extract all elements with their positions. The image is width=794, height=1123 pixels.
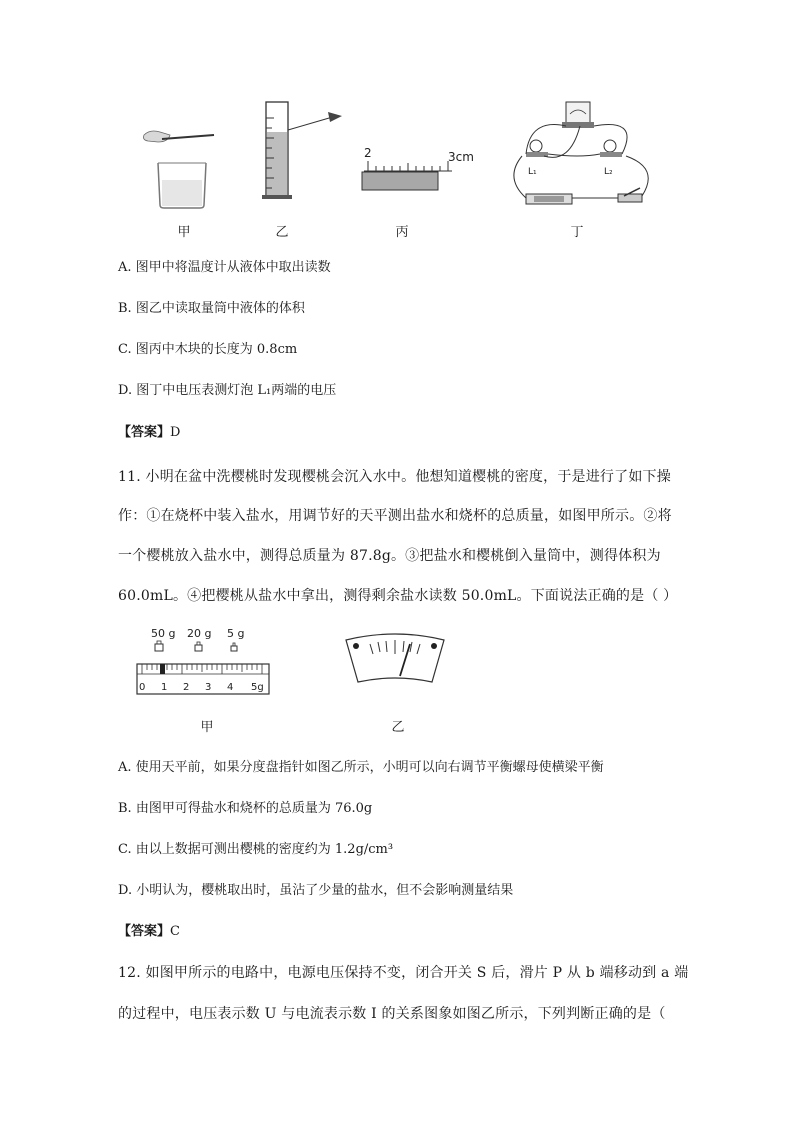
figure-caption-jia: 甲 xyxy=(177,225,191,240)
figure-yi-measuring-cylinder xyxy=(258,98,348,200)
ruler-end-label: 3cm xyxy=(448,150,474,164)
svg-text:2: 2 xyxy=(183,682,190,693)
q11-line-1: 11. 小明在盆中洗樱桃时发现樱桃会沉入水中。他想知道樱桃的密度，于是进行了如下操 xyxy=(118,469,671,485)
figure-q11-jia-balance-scale xyxy=(133,622,273,698)
bulb-l2-label: L₂ xyxy=(604,167,613,177)
weight-label-5g: 5 g xyxy=(227,627,245,640)
figure-caption-ding: 丁 xyxy=(570,225,584,240)
svg-text:5g: 5g xyxy=(251,682,264,693)
q11-line-2: 作：①在烧杯中装入盐水，用调节好的天平测出盐水和烧杯的总质量，如图甲所示。②将 xyxy=(118,508,672,524)
q11-option-b: B. 由图甲可得盐水和烧杯的总质量为 76.0g xyxy=(118,801,373,816)
figure-bing-ruler-block xyxy=(350,145,485,193)
svg-text:1: 1 xyxy=(161,682,168,693)
figure-caption-yi: 乙 xyxy=(275,225,289,240)
q12-line-1: 12. 如图甲所示的电路中，电源电压保持不变，闭合开关 S 后，滑片 P 从 b 端移动到 a 端 xyxy=(118,965,689,981)
figure-ding-circuit xyxy=(500,98,660,210)
q11-figure-caption-yi: 乙 xyxy=(391,720,405,735)
q10-option-b: B. 图乙中读取量筒中液体的体积 xyxy=(118,301,305,316)
q11-option-d: D. 小明认为，樱桃取出时，虽沾了少量的盐水，但不会影响测量结果 xyxy=(118,883,514,898)
q11-option-c: C. 由以上数据可测出樱桃的密度约为 1.2g/cm³ xyxy=(118,842,394,857)
q11-line-3: 一个樱桃放入盐水中，测得总质量为 87.8g。③把盐水和樱桃倒入量筒中，测得体积为 xyxy=(118,548,661,564)
q11-option-a: A. 使用天平前，如果分度盘指针如图乙所示，小明可以向右调节平衡螺母使横梁平衡 xyxy=(118,760,604,775)
weight-label-50g: 50 g xyxy=(151,627,176,640)
weight-label-20g: 20 g xyxy=(187,627,212,640)
bulb-l1-label: L₁ xyxy=(528,167,537,177)
figure-jia-thermometer-beaker xyxy=(140,125,220,210)
q10-option-c: C. 图丙中木块的长度为 0.8cm xyxy=(118,342,298,357)
q10-option-a: A. 图甲中将温度计从液体中取出读数 xyxy=(118,260,331,275)
q11-answer: 【答案】C xyxy=(118,924,180,939)
q10-option-d: D. 图丁中电压表测灯泡 L₁两端的电压 xyxy=(118,383,337,398)
svg-text:3: 3 xyxy=(205,682,212,693)
q11-figure-caption-jia: 甲 xyxy=(200,720,214,735)
svg-text:0: 0 xyxy=(139,682,146,693)
q11-line-4: 60.0mL。④把樱桃从盐水中拿出，测得剩余盐水读数 50.0mL。下面说法正确的是（ ） xyxy=(118,588,678,604)
q12-line-2: 的过程中，电压表示数 U 与电流表示数 I 的关系图象如图乙所示，下列判断正确的是（ xyxy=(118,1006,666,1022)
svg-text:4: 4 xyxy=(227,682,234,693)
ruler-start-label: 2 xyxy=(364,146,372,160)
figure-caption-bing: 丙 xyxy=(395,225,409,240)
q10-answer: 【答案】D xyxy=(118,425,181,440)
figure-q11-yi-dial xyxy=(340,630,450,690)
